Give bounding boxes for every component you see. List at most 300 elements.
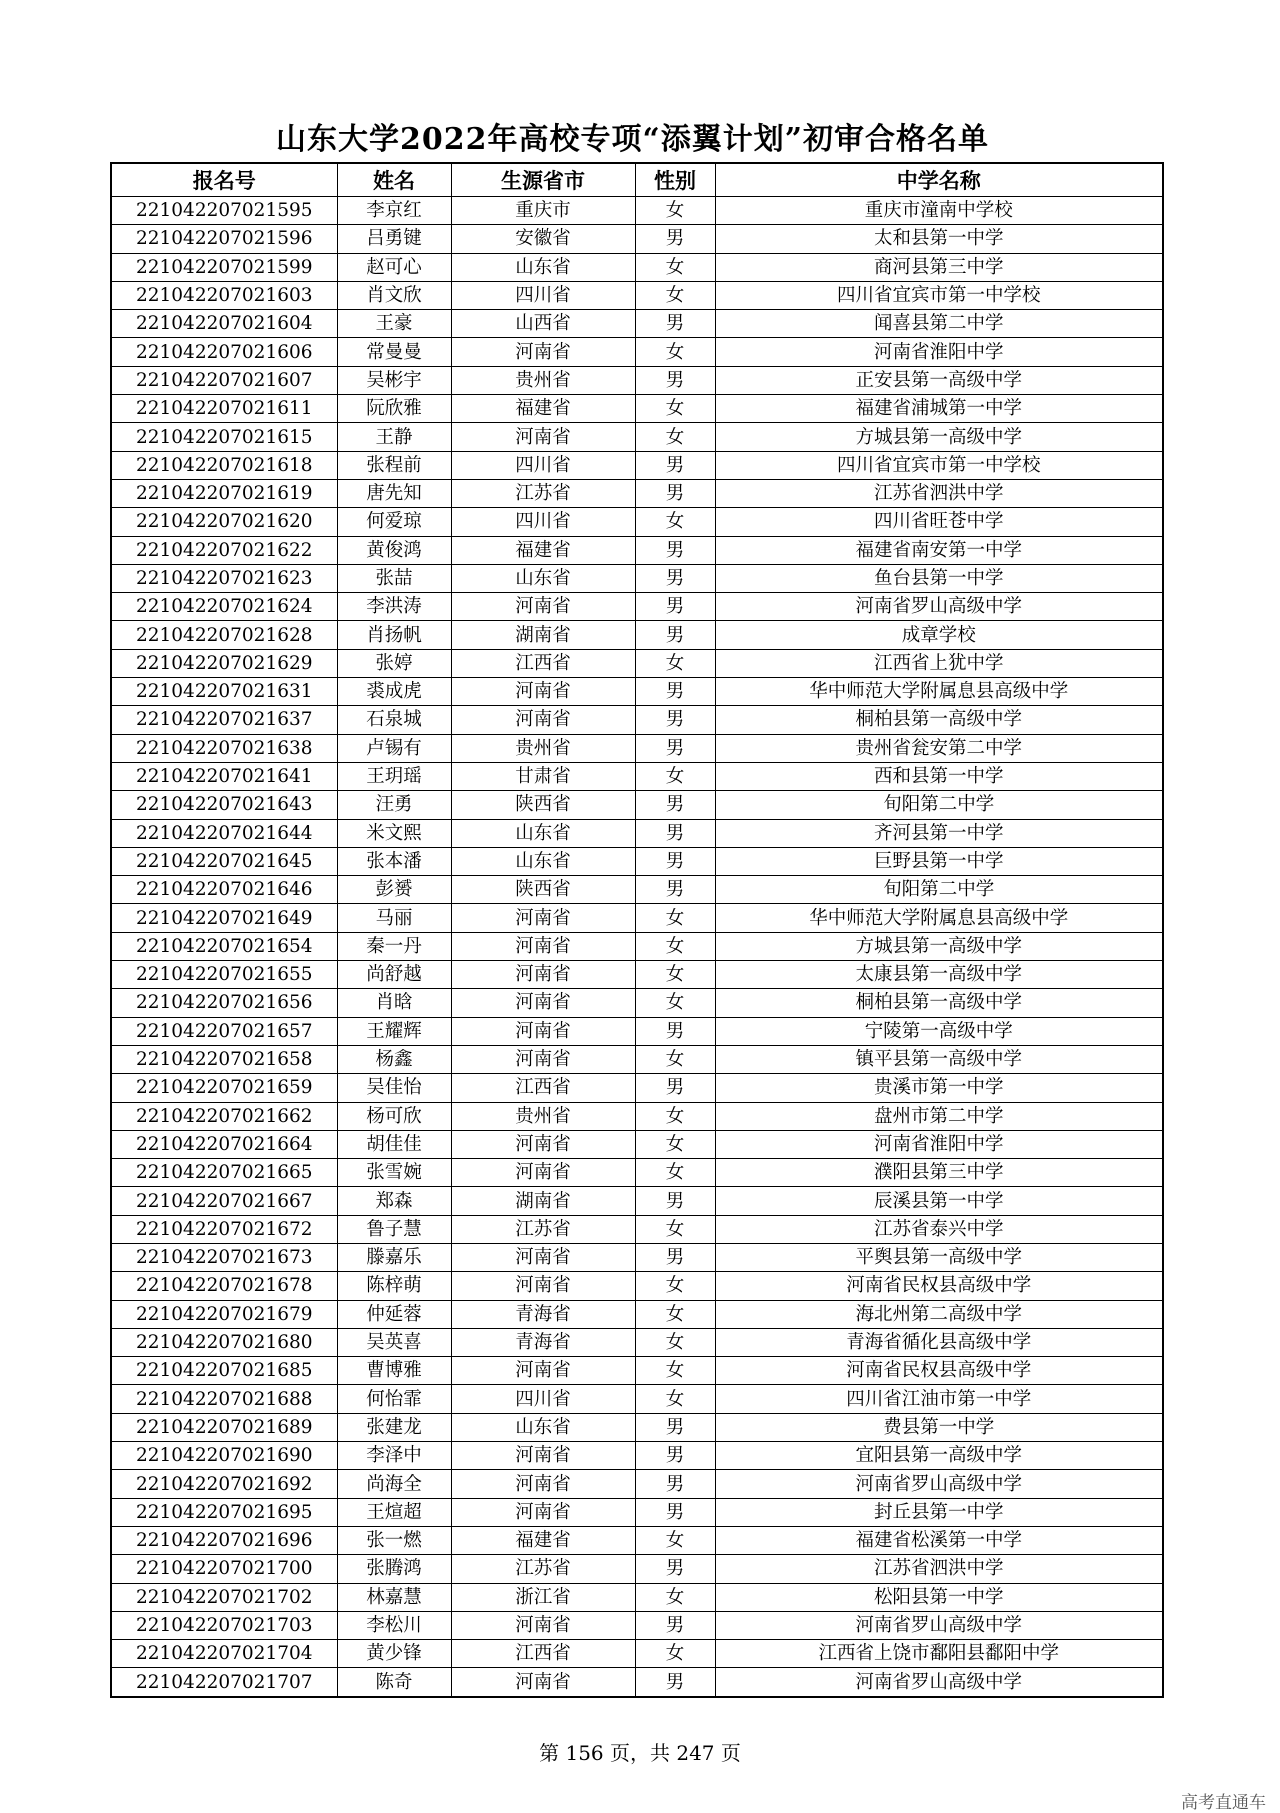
- name-cell: 米文熙: [337, 819, 451, 847]
- province-cell: 福建省: [451, 395, 635, 423]
- school-cell: 松阳县第一中学: [715, 1583, 1163, 1611]
- name-cell: 彭赟: [337, 876, 451, 904]
- school-cell: 巨野县第一中学: [715, 847, 1163, 875]
- table-row: [111, 1045, 1163, 1073]
- table-row: [111, 1413, 1163, 1441]
- name-cell: 张腾鸿: [337, 1555, 451, 1583]
- registration-no-cell: 221042207021619: [111, 479, 337, 507]
- province-cell: 河南省: [451, 1611, 635, 1639]
- table-row: [111, 876, 1163, 904]
- school-cell: 河南省民权县高级中学: [715, 1272, 1163, 1300]
- table-row: [111, 225, 1163, 253]
- table-row: [111, 1640, 1163, 1668]
- table-row: [111, 508, 1163, 536]
- province-cell: 陕西省: [451, 791, 635, 819]
- table-row: [111, 734, 1163, 762]
- province-cell: 陕西省: [451, 876, 635, 904]
- name-cell: 张建龙: [337, 1413, 451, 1441]
- table-row: [111, 1328, 1163, 1356]
- province-cell: 贵州省: [451, 1102, 635, 1130]
- gender-cell: 女: [635, 1130, 715, 1158]
- province-cell: 河南省: [451, 1668, 635, 1697]
- registration-no-cell: 221042207021646: [111, 876, 337, 904]
- gender-cell: 男: [635, 621, 715, 649]
- registration-no-cell: 221042207021607: [111, 366, 337, 394]
- registration-no-cell: 221042207021704: [111, 1640, 337, 1668]
- table-row: [111, 989, 1163, 1017]
- province-cell: 河南省: [451, 1130, 635, 1158]
- school-cell: 华中师范大学附属息县高级中学: [715, 678, 1163, 706]
- gender-cell: 女: [635, 281, 715, 309]
- table-row: [111, 1470, 1163, 1498]
- school-cell: 方城县第一高级中学: [715, 423, 1163, 451]
- gender-cell: 男: [635, 734, 715, 762]
- registration-no-cell: 221042207021599: [111, 253, 337, 281]
- registration-no-cell: 221042207021657: [111, 1017, 337, 1045]
- province-cell: 河南省: [451, 989, 635, 1017]
- name-cell: 唐先知: [337, 479, 451, 507]
- province-cell: 河南省: [451, 1243, 635, 1271]
- table-row: [111, 451, 1163, 479]
- table-row: [111, 281, 1163, 309]
- school-cell: 福建省松溪第一中学: [715, 1526, 1163, 1554]
- gender-cell: 女: [635, 1385, 715, 1413]
- school-cell: 平舆县第一高级中学: [715, 1243, 1163, 1271]
- province-cell: 山西省: [451, 310, 635, 338]
- table-row: [111, 1498, 1163, 1526]
- header-school: 中学名称: [715, 163, 1163, 197]
- school-cell: 辰溪县第一中学: [715, 1187, 1163, 1215]
- table-row: [111, 1668, 1163, 1697]
- province-cell: 江苏省: [451, 479, 635, 507]
- registration-no-cell: 221042207021629: [111, 649, 337, 677]
- table-row: [111, 1017, 1163, 1045]
- name-cell: 卢锡有: [337, 734, 451, 762]
- registration-no-cell: 221042207021690: [111, 1442, 337, 1470]
- table-row: [111, 536, 1163, 564]
- province-cell: 贵州省: [451, 366, 635, 394]
- table-row: [111, 1187, 1163, 1215]
- registration-no-cell: 221042207021654: [111, 932, 337, 960]
- table-row: [111, 819, 1163, 847]
- registration-no-cell: 221042207021637: [111, 706, 337, 734]
- province-cell: 福建省: [451, 536, 635, 564]
- province-cell: 河南省: [451, 1045, 635, 1073]
- school-cell: 河南省淮阳中学: [715, 1130, 1163, 1158]
- name-cell: 吴佳怡: [337, 1074, 451, 1102]
- school-cell: 桐柏县第一高级中学: [715, 706, 1163, 734]
- table-row: [111, 1611, 1163, 1639]
- registration-no-cell: 221042207021624: [111, 593, 337, 621]
- school-cell: 太和县第一中学: [715, 225, 1163, 253]
- name-cell: 阮欣雅: [337, 395, 451, 423]
- registration-no-cell: 221042207021603: [111, 281, 337, 309]
- watermark-text: 高考直通车: [1181, 1793, 1266, 1813]
- gender-cell: 男: [635, 225, 715, 253]
- table-row: [111, 1130, 1163, 1158]
- gender-cell: 男: [635, 1470, 715, 1498]
- table-row: [111, 904, 1163, 932]
- province-cell: 江西省: [451, 1640, 635, 1668]
- table-row: [111, 253, 1163, 281]
- gender-cell: 女: [635, 1328, 715, 1356]
- province-cell: 贵州省: [451, 734, 635, 762]
- table-row: [111, 197, 1163, 225]
- name-cell: 王豪: [337, 310, 451, 338]
- province-cell: 青海省: [451, 1328, 635, 1356]
- province-cell: 河南省: [451, 904, 635, 932]
- page-footer: 第 156 页，共 247 页: [539, 1741, 741, 1765]
- registration-no-cell: 221042207021618: [111, 451, 337, 479]
- name-cell: 王静: [337, 423, 451, 451]
- name-cell: 张程前: [337, 451, 451, 479]
- name-cell: 张一燃: [337, 1526, 451, 1554]
- table-row: [111, 1526, 1163, 1554]
- name-cell: 张本潘: [337, 847, 451, 875]
- province-cell: 甘肃省: [451, 762, 635, 790]
- school-cell: 宁陵第一高级中学: [715, 1017, 1163, 1045]
- gender-cell: 男: [635, 847, 715, 875]
- school-cell: 福建省南安第一中学: [715, 536, 1163, 564]
- gender-cell: 男: [635, 706, 715, 734]
- registration-no-cell: 221042207021688: [111, 1385, 337, 1413]
- gender-cell: 男: [635, 1074, 715, 1102]
- name-cell: 曹博雅: [337, 1357, 451, 1385]
- name-cell: 何爱琼: [337, 508, 451, 536]
- registration-no-cell: 221042207021645: [111, 847, 337, 875]
- gender-cell: 女: [635, 1357, 715, 1385]
- registration-no-cell: 221042207021649: [111, 904, 337, 932]
- province-cell: 河南省: [451, 593, 635, 621]
- registration-no-cell: 221042207021673: [111, 1243, 337, 1271]
- gender-cell: 女: [635, 338, 715, 366]
- name-cell: 胡佳佳: [337, 1130, 451, 1158]
- table-row: [111, 1272, 1163, 1300]
- name-cell: 仲延蓉: [337, 1300, 451, 1328]
- header-gender: 性别: [635, 163, 715, 197]
- registration-no-cell: 221042207021631: [111, 678, 337, 706]
- gender-cell: 女: [635, 1272, 715, 1300]
- registration-no-cell: 221042207021638: [111, 734, 337, 762]
- table-row: [111, 621, 1163, 649]
- table-row: [111, 1442, 1163, 1470]
- table-row: [111, 310, 1163, 338]
- gender-cell: 男: [635, 876, 715, 904]
- school-cell: 鱼台县第一中学: [715, 564, 1163, 592]
- gender-cell: 女: [635, 1215, 715, 1243]
- gender-cell: 男: [635, 1442, 715, 1470]
- province-cell: 四川省: [451, 451, 635, 479]
- gender-cell: 男: [635, 479, 715, 507]
- gender-cell: 女: [635, 961, 715, 989]
- registration-no-cell: 221042207021664: [111, 1130, 337, 1158]
- gender-cell: 女: [635, 253, 715, 281]
- registration-no-cell: 221042207021641: [111, 762, 337, 790]
- table-row: [111, 1300, 1163, 1328]
- name-cell: 汪勇: [337, 791, 451, 819]
- gender-cell: 男: [635, 593, 715, 621]
- name-cell: 李松川: [337, 1611, 451, 1639]
- province-cell: 山东省: [451, 253, 635, 281]
- registration-no-cell: 221042207021696: [111, 1526, 337, 1554]
- school-cell: 河南省罗山高级中学: [715, 1611, 1163, 1639]
- province-cell: 江苏省: [451, 1215, 635, 1243]
- table-row: [111, 593, 1163, 621]
- school-cell: 贵溪市第一中学: [715, 1074, 1163, 1102]
- province-cell: 河南省: [451, 678, 635, 706]
- registration-no-cell: 221042207021595: [111, 197, 337, 225]
- table-row: [111, 1215, 1163, 1243]
- province-cell: 四川省: [451, 1385, 635, 1413]
- table-header-row: [111, 163, 1163, 197]
- registration-no-cell: 221042207021659: [111, 1074, 337, 1102]
- gender-cell: 男: [635, 564, 715, 592]
- school-cell: 成章学校: [715, 621, 1163, 649]
- name-cell: 肖扬帆: [337, 621, 451, 649]
- school-cell: 河南省罗山高级中学: [715, 1668, 1163, 1697]
- table-row: [111, 847, 1163, 875]
- school-cell: 方城县第一高级中学: [715, 932, 1163, 960]
- school-cell: 河南省罗山高级中学: [715, 593, 1163, 621]
- name-cell: 李京红: [337, 197, 451, 225]
- registration-no-cell: 221042207021695: [111, 1498, 337, 1526]
- province-cell: 山东省: [451, 819, 635, 847]
- registration-no-cell: 221042207021672: [111, 1215, 337, 1243]
- school-cell: 江西省上犹中学: [715, 649, 1163, 677]
- name-cell: 陈奇: [337, 1668, 451, 1697]
- table-row: [111, 395, 1163, 423]
- gender-cell: 女: [635, 762, 715, 790]
- registration-no-cell: 221042207021622: [111, 536, 337, 564]
- school-cell: 镇平县第一高级中学: [715, 1045, 1163, 1073]
- registration-no-cell: 221042207021604: [111, 310, 337, 338]
- document-title: 山东大学2022年高校专项“添翼计划”初审合格名单: [275, 122, 989, 157]
- table-row: [111, 366, 1163, 394]
- school-cell: 四川省江油市第一中学: [715, 1385, 1163, 1413]
- school-cell: 青海省循化县高级中学: [715, 1328, 1163, 1356]
- name-cell: 尚舒越: [337, 961, 451, 989]
- school-cell: 贵州省瓮安第二中学: [715, 734, 1163, 762]
- school-cell: 商河县第三中学: [715, 253, 1163, 281]
- name-cell: 黄俊鸿: [337, 536, 451, 564]
- school-cell: 江西省上饶市鄱阳县鄱阳中学: [715, 1640, 1163, 1668]
- registration-no-cell: 221042207021655: [111, 961, 337, 989]
- name-cell: 张雪婉: [337, 1159, 451, 1187]
- table-row: [111, 1159, 1163, 1187]
- gender-cell: 女: [635, 508, 715, 536]
- registration-no-cell: 221042207021620: [111, 508, 337, 536]
- gender-cell: 女: [635, 197, 715, 225]
- registration-no-cell: 221042207021702: [111, 1583, 337, 1611]
- header-registration-no: 报名号: [111, 163, 337, 197]
- school-cell: 封丘县第一中学: [715, 1498, 1163, 1526]
- name-cell: 王耀辉: [337, 1017, 451, 1045]
- name-cell: 王玥瑶: [337, 762, 451, 790]
- table-row: [111, 1385, 1163, 1413]
- registration-no-cell: 221042207021656: [111, 989, 337, 1017]
- registration-no-cell: 221042207021665: [111, 1159, 337, 1187]
- gender-cell: 女: [635, 1102, 715, 1130]
- name-cell: 李洪涛: [337, 593, 451, 621]
- school-cell: 正安县第一高级中学: [715, 366, 1163, 394]
- province-cell: 河南省: [451, 1470, 635, 1498]
- registration-no-cell: 221042207021685: [111, 1357, 337, 1385]
- registration-no-cell: 221042207021623: [111, 564, 337, 592]
- registration-no-cell: 221042207021700: [111, 1555, 337, 1583]
- school-cell: 江苏省泗洪中学: [715, 479, 1163, 507]
- table-row: [111, 1102, 1163, 1130]
- table-row: [111, 1357, 1163, 1385]
- school-cell: 太康县第一高级中学: [715, 961, 1163, 989]
- name-cell: 石泉城: [337, 706, 451, 734]
- registration-no-cell: 221042207021644: [111, 819, 337, 847]
- table-row: [111, 338, 1163, 366]
- table-row: [111, 479, 1163, 507]
- name-cell: 吴彬宇: [337, 366, 451, 394]
- name-cell: 肖文欣: [337, 281, 451, 309]
- gender-cell: 女: [635, 1583, 715, 1611]
- name-cell: 何怡霏: [337, 1385, 451, 1413]
- name-cell: 鲁子慧: [337, 1215, 451, 1243]
- header-province: 生源省市: [451, 163, 635, 197]
- gender-cell: 男: [635, 678, 715, 706]
- province-cell: 河南省: [451, 961, 635, 989]
- table-body: [111, 197, 1163, 1697]
- gender-cell: 男: [635, 1187, 715, 1215]
- school-cell: 福建省浦城第一中学: [715, 395, 1163, 423]
- name-cell: 吴英喜: [337, 1328, 451, 1356]
- table-row: [111, 791, 1163, 819]
- province-cell: 河南省: [451, 423, 635, 451]
- gender-cell: 男: [635, 310, 715, 338]
- school-cell: 西和县第一中学: [715, 762, 1163, 790]
- province-cell: 河南省: [451, 338, 635, 366]
- gender-cell: 男: [635, 1413, 715, 1441]
- candidate-table: [110, 162, 1164, 1698]
- registration-no-cell: 221042207021658: [111, 1045, 337, 1073]
- table-row: [111, 961, 1163, 989]
- province-cell: 河南省: [451, 1357, 635, 1385]
- gender-cell: 女: [635, 904, 715, 932]
- gender-cell: 男: [635, 1555, 715, 1583]
- school-cell: 濮阳县第三中学: [715, 1159, 1163, 1187]
- province-cell: 河南省: [451, 1442, 635, 1470]
- gender-cell: 女: [635, 1300, 715, 1328]
- name-cell: 尚海全: [337, 1470, 451, 1498]
- school-cell: 旬阳第二中学: [715, 791, 1163, 819]
- gender-cell: 女: [635, 1640, 715, 1668]
- school-cell: 桐柏县第一高级中学: [715, 989, 1163, 1017]
- name-cell: 黄少锋: [337, 1640, 451, 1668]
- table-row: [111, 1074, 1163, 1102]
- name-cell: 肖晗: [337, 989, 451, 1017]
- name-cell: 滕嘉乐: [337, 1243, 451, 1271]
- school-cell: 重庆市潼南中学校: [715, 197, 1163, 225]
- school-cell: 华中师范大学附属息县高级中学: [715, 904, 1163, 932]
- gender-cell: 女: [635, 423, 715, 451]
- school-cell: 费县第一中学: [715, 1413, 1163, 1441]
- province-cell: 福建省: [451, 1526, 635, 1554]
- gender-cell: 女: [635, 1159, 715, 1187]
- gender-cell: 男: [635, 1243, 715, 1271]
- gender-cell: 男: [635, 1498, 715, 1526]
- gender-cell: 男: [635, 451, 715, 479]
- gender-cell: 女: [635, 989, 715, 1017]
- name-cell: 王煊超: [337, 1498, 451, 1526]
- registration-no-cell: 221042207021680: [111, 1328, 337, 1356]
- name-cell: 赵可心: [337, 253, 451, 281]
- province-cell: 河南省: [451, 1272, 635, 1300]
- name-cell: 裘成虎: [337, 678, 451, 706]
- province-cell: 江西省: [451, 649, 635, 677]
- gender-cell: 男: [635, 1668, 715, 1697]
- table-row: [111, 932, 1163, 960]
- header-name: 姓名: [337, 163, 451, 197]
- province-cell: 四川省: [451, 281, 635, 309]
- gender-cell: 男: [635, 791, 715, 819]
- province-cell: 河南省: [451, 1159, 635, 1187]
- registration-no-cell: 221042207021615: [111, 423, 337, 451]
- name-cell: 秦一丹: [337, 932, 451, 960]
- province-cell: 重庆市: [451, 197, 635, 225]
- school-cell: 盘州市第二中学: [715, 1102, 1163, 1130]
- gender-cell: 男: [635, 819, 715, 847]
- registration-no-cell: 221042207021662: [111, 1102, 337, 1130]
- table-row: [111, 1555, 1163, 1583]
- gender-cell: 男: [635, 1017, 715, 1045]
- province-cell: 浙江省: [451, 1583, 635, 1611]
- registration-no-cell: 221042207021689: [111, 1413, 337, 1441]
- gender-cell: 女: [635, 395, 715, 423]
- gender-cell: 男: [635, 1611, 715, 1639]
- registration-no-cell: 221042207021628: [111, 621, 337, 649]
- province-cell: 湖南省: [451, 1187, 635, 1215]
- name-cell: 马丽: [337, 904, 451, 932]
- gender-cell: 男: [635, 536, 715, 564]
- province-cell: 河南省: [451, 706, 635, 734]
- name-cell: 常曼曼: [337, 338, 451, 366]
- name-cell: 陈梓萌: [337, 1272, 451, 1300]
- province-cell: 山东省: [451, 564, 635, 592]
- name-cell: 李泽中: [337, 1442, 451, 1470]
- name-cell: 杨可欣: [337, 1102, 451, 1130]
- table-row: [111, 762, 1163, 790]
- school-cell: 河南省罗山高级中学: [715, 1470, 1163, 1498]
- province-cell: 山东省: [451, 1413, 635, 1441]
- school-cell: 河南省民权县高级中学: [715, 1357, 1163, 1385]
- registration-no-cell: 221042207021606: [111, 338, 337, 366]
- registration-no-cell: 221042207021667: [111, 1187, 337, 1215]
- gender-cell: 女: [635, 649, 715, 677]
- gender-cell: 女: [635, 932, 715, 960]
- registration-no-cell: 221042207021611: [111, 395, 337, 423]
- registration-no-cell: 221042207021596: [111, 225, 337, 253]
- table-row: [111, 706, 1163, 734]
- table-row: [111, 564, 1163, 592]
- school-cell: 海北州第二高级中学: [715, 1300, 1163, 1328]
- name-cell: 杨鑫: [337, 1045, 451, 1073]
- registration-no-cell: 221042207021707: [111, 1668, 337, 1697]
- registration-no-cell: 221042207021643: [111, 791, 337, 819]
- province-cell: 江苏省: [451, 1555, 635, 1583]
- school-cell: 齐河县第一中学: [715, 819, 1163, 847]
- province-cell: 江西省: [451, 1074, 635, 1102]
- school-cell: 江苏省泗洪中学: [715, 1555, 1163, 1583]
- school-cell: 四川省旺苍中学: [715, 508, 1163, 536]
- school-cell: 河南省淮阳中学: [715, 338, 1163, 366]
- name-cell: 张婷: [337, 649, 451, 677]
- name-cell: 郑森: [337, 1187, 451, 1215]
